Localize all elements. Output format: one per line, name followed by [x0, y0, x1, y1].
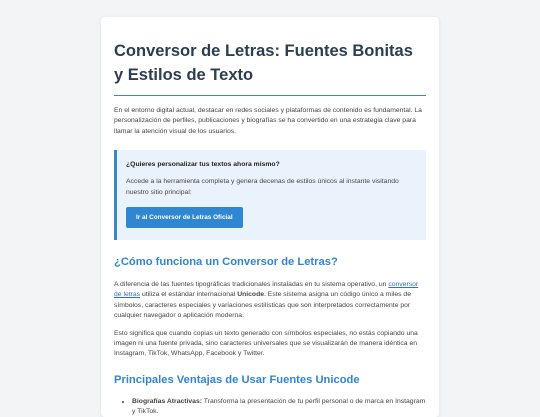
list-item-title: Biografías Atractivas: — [132, 397, 203, 405]
letter-converter-link[interactable]: conversor de letras — [114, 281, 419, 299]
page-title: Conversor de Letras: Fuentes Bonitas y Estilos de Texto — [114, 39, 426, 96]
section-heading-advantages: Principales Ventajas de Usar Fuentes Unicode — [114, 373, 360, 386]
cta-box — [114, 150, 426, 240]
text-segment: utiliza el estándar internacional — [140, 291, 238, 299]
how-it-works-paragraph-2: Esto significa que cuando copias un texto generado con símbolos especiales, no estás copiando una imagen ni una fuente privada, sino caracteres universales que se visualizarán de manera idéntica en Instagram, TikTok, WhatsApp, Facebook y Twitter. — [114, 329, 418, 358]
intro-paragraph: En el entorno digital actual, destacar en redes sociales y plataformas de contenido es fundamental. La personalización de perfiles, publicaciones y biografías se ha convertido en una estrategia clave para llamar la atención visual de los usuarios. — [114, 107, 422, 135]
how-it-works-paragraph-1 — [114, 280, 426, 322]
cta-text: Accede a la herramienta completa y genera decenas de estilos únicos al instante visitando nuestro sitio principal: — [126, 178, 399, 196]
section-heading-how-it-works: ¿Cómo funciona un Conversor de Letras? — [114, 256, 338, 269]
list-item-text: Transforma la presentación de tu perfil personal o de marca en Instagram y TikTok. — [132, 397, 426, 416]
text-segment: A diferencia de las fuentes tipográficas tradicionales instaladas en tu sistema operativo, un — [114, 281, 389, 289]
advantages-list — [114, 397, 426, 417]
cta-title: ¿Quieres personalizar tus textos ahora mismo? — [126, 161, 280, 169]
unicode-bold: Unicode — [237, 291, 265, 299]
article-card — [101, 17, 439, 417]
official-converter-button[interactable]: Ir al Conversor de Letras Oficial — [126, 207, 243, 228]
text-segment: . Este sistema asigna un código único a miles de símbolos, caracteres especiales y variaciones estilísticas que son interpretados correctamente por cualquier navegador o aplicación moderna. — [114, 291, 411, 320]
list-item — [132, 397, 426, 417]
